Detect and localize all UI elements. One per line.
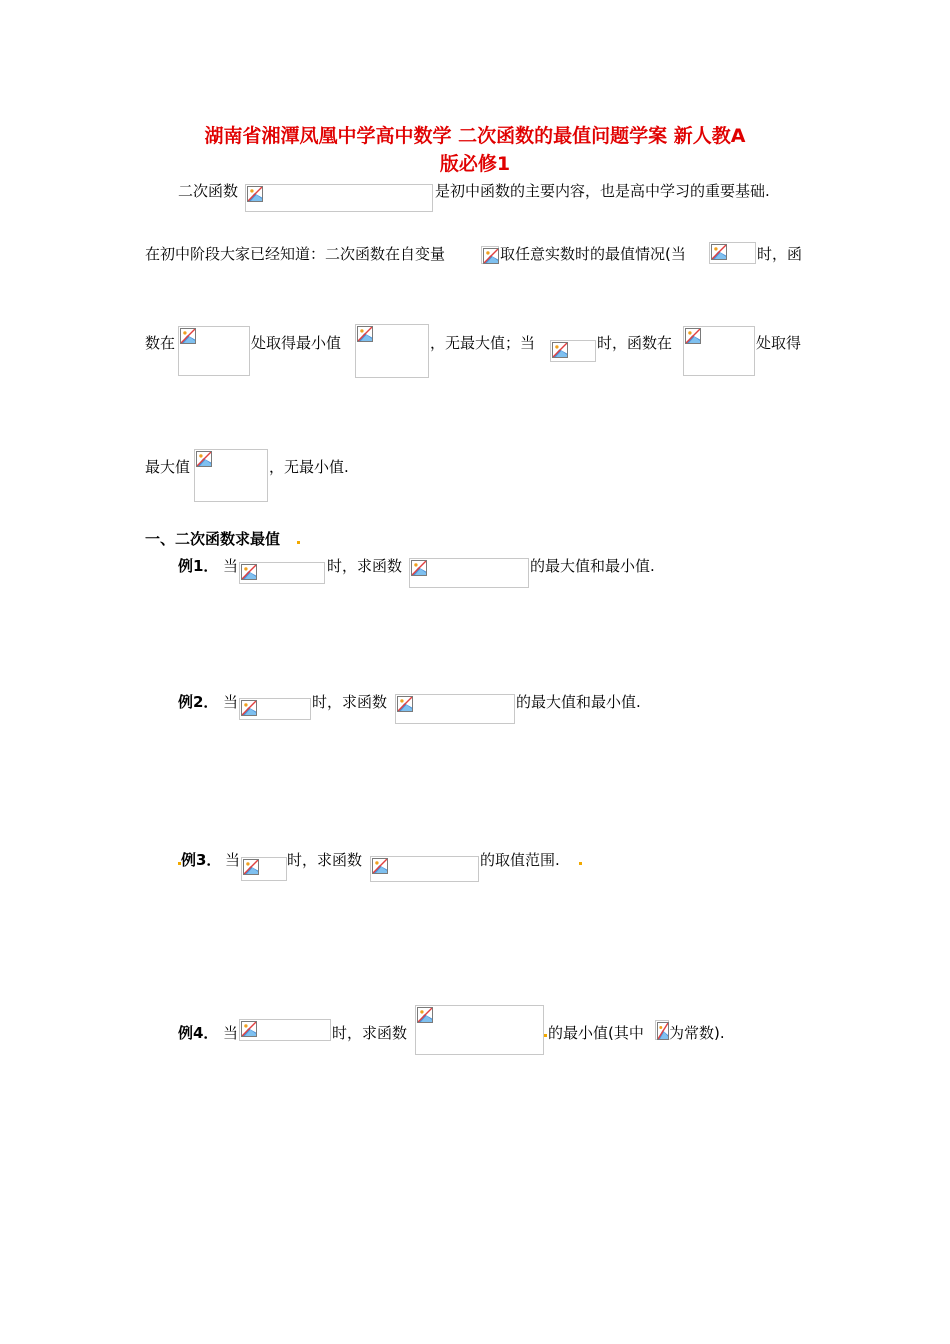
broken-image-icon — [180, 328, 196, 344]
example-text: 当 — [225, 851, 241, 869]
formula-image — [239, 1019, 331, 1041]
formula-image — [550, 340, 596, 362]
broken-image-icon — [417, 1007, 433, 1023]
example-label: 例4． — [178, 1024, 219, 1042]
broken-image-glyph — [418, 1008, 432, 1022]
intro-text: ，无最小值. — [269, 458, 349, 476]
broken-image-icon — [241, 1021, 257, 1037]
formula-image — [709, 242, 756, 264]
formula-image — [395, 694, 515, 724]
broken-image-icon — [711, 244, 727, 260]
broken-image-icon — [411, 560, 427, 576]
example-text: 当 — [223, 1024, 239, 1042]
broken-image-glyph — [553, 343, 567, 357]
example-text: 时，求函数 — [332, 1024, 408, 1042]
broken-image-glyph — [412, 561, 426, 575]
example-text: 为常数). — [669, 1024, 725, 1042]
broken-image-glyph — [242, 701, 256, 715]
intro-text: 最大值 — [145, 458, 191, 476]
example-text: 时，求函数 — [312, 693, 388, 711]
intro-text: 处取得 — [756, 334, 802, 352]
intro-text: 数在 — [145, 334, 176, 352]
broken-image-glyph — [197, 452, 211, 466]
broken-image-icon — [657, 1022, 669, 1040]
formula-image — [239, 698, 311, 720]
broken-image-icon — [241, 564, 257, 580]
broken-image-icon — [552, 342, 568, 358]
intro-text: ，无最大值；当 — [430, 334, 536, 352]
formula-image — [370, 856, 479, 882]
broken-image-icon — [483, 248, 499, 264]
example-label: 例3． — [181, 851, 222, 869]
intro-text: 时，函数在 — [597, 334, 673, 352]
intro-text: 时，函 — [757, 245, 803, 263]
broken-image-glyph — [373, 859, 387, 873]
marker-dot — [544, 1034, 547, 1037]
example-text: 的最大值和最小值. — [516, 693, 641, 711]
intro-text: 二次函数 — [178, 182, 239, 200]
example-text: 的最小值(其中 — [548, 1024, 644, 1042]
broken-image-icon — [247, 186, 263, 202]
broken-image-icon — [685, 328, 701, 344]
broken-image-glyph — [686, 329, 700, 343]
formula-image — [239, 562, 325, 584]
formula-image — [194, 449, 268, 502]
formula-image — [655, 1020, 669, 1040]
example-text: 时，求函数 — [327, 557, 403, 575]
intro-text: 是初中函数的主要内容，也是高中学习的重要基础. — [435, 182, 770, 200]
broken-image-glyph — [242, 1022, 256, 1036]
marker-dot — [297, 541, 300, 544]
formula-image — [245, 184, 433, 212]
example-label: 例1． — [178, 557, 219, 575]
broken-image-icon — [397, 696, 413, 712]
broken-image-glyph — [248, 187, 262, 201]
broken-image-glyph — [712, 245, 726, 259]
formula-image — [481, 246, 499, 264]
intro-text: 取任意实数时的最值情况(当 — [500, 245, 686, 263]
formula-image — [355, 324, 429, 378]
intro-text: 在初中阶段大家已经知道：二次函数在自变量 — [145, 245, 446, 263]
section-heading: 一、二次函数求最值 — [145, 530, 281, 548]
broken-image-glyph — [242, 565, 256, 579]
example-text: 的最大值和最小值. — [530, 557, 655, 575]
broken-image-icon — [241, 700, 257, 716]
formula-image — [415, 1005, 544, 1055]
document-title-line1: 湖南省湘潭凤凰中学高中数学 二次函数的最值问题学案 新人教A — [204, 125, 746, 147]
broken-image-glyph — [484, 249, 498, 263]
broken-image-glyph — [398, 697, 412, 711]
broken-image-glyph — [358, 327, 372, 341]
example-label: 例2． — [178, 693, 219, 711]
broken-image-icon — [357, 326, 373, 342]
broken-image-glyph — [181, 329, 195, 343]
example-text: 当 — [223, 557, 239, 575]
formula-image — [241, 857, 287, 881]
marker-dot — [579, 862, 582, 865]
example-text: 的取值范围. — [480, 851, 560, 869]
example-text: 时，求函数 — [287, 851, 363, 869]
broken-image-icon — [243, 859, 259, 875]
broken-image-icon — [196, 451, 212, 467]
broken-image-glyph — [244, 860, 258, 874]
document-title-line2: 版必修1 — [439, 153, 511, 175]
formula-image — [409, 558, 529, 588]
broken-image-glyph — [658, 1023, 668, 1039]
example-text: 当 — [223, 693, 239, 711]
formula-image — [178, 326, 250, 376]
intro-text: 处取得最小值 — [251, 334, 342, 352]
broken-image-icon — [372, 858, 388, 874]
formula-image — [683, 326, 755, 376]
